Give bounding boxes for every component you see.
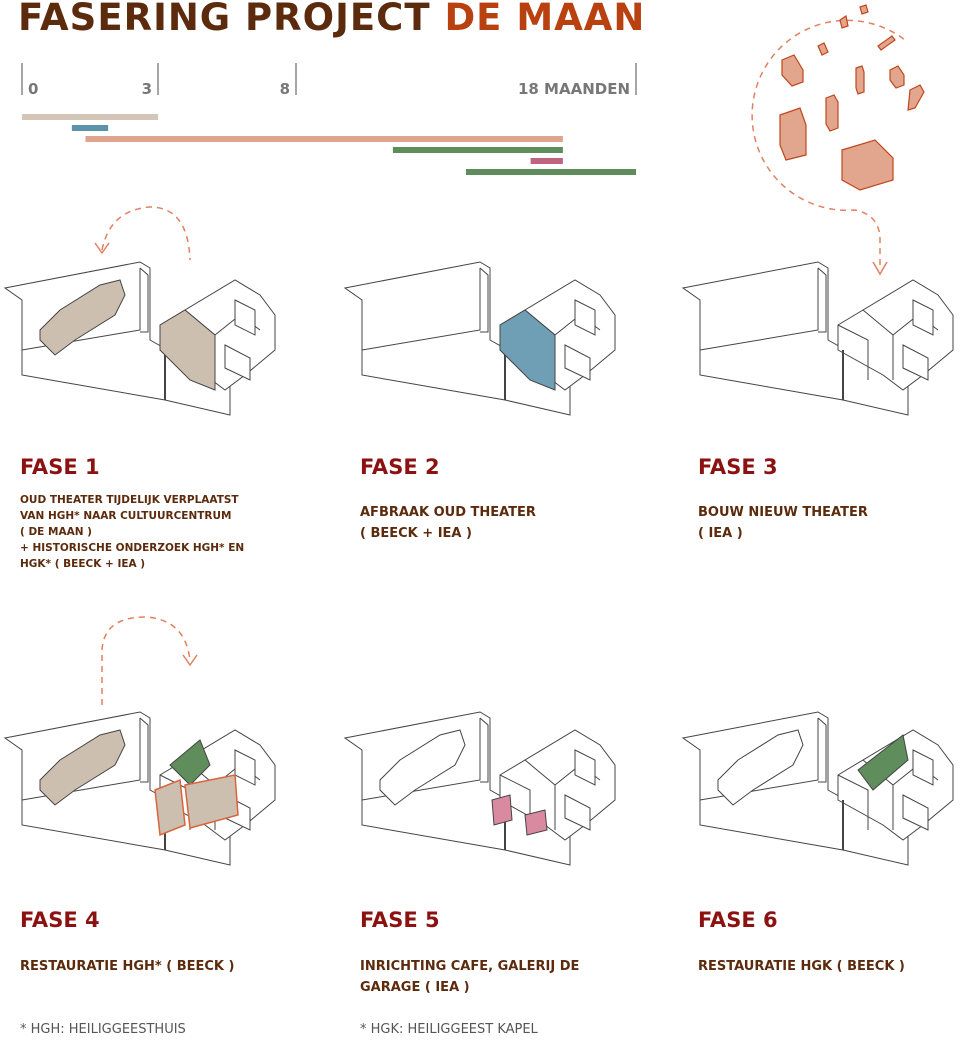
timeline-chart [0, 60, 660, 190]
garage-volume [525, 810, 547, 835]
phase-3-label: FASE 3 [698, 455, 778, 479]
timeline-bar [85, 136, 562, 142]
phase-4-label: FASE 4 [20, 908, 100, 932]
phase-6-building-drawing [678, 690, 960, 880]
new-theater-parts-illustration [740, 0, 960, 280]
timeline-bar [72, 125, 108, 131]
phase-5-label: FASE 5 [360, 908, 440, 932]
dashed-circle-arrow [752, 20, 905, 265]
footnote-hgh: * HGH: HEILIGGEESTHUIS [20, 1022, 186, 1037]
page-title [18, 0, 645, 39]
phase-5-building-drawing [340, 690, 640, 880]
phase-1-building-drawing [0, 240, 300, 430]
title-main: FASERING PROJECT [18, 0, 445, 39]
phase-4-building-drawing [0, 690, 300, 880]
timeline-bar [22, 114, 158, 120]
phase-5-description: INRICHTING CAFE, GALERIJ DE GARAGE ( IEA ) [360, 959, 580, 995]
phase-3-building-drawing [678, 240, 960, 430]
phase-6-description: RESTAURATIE HGK ( BEECK ) [698, 959, 905, 974]
phase-2-label: FASE 2 [360, 455, 440, 479]
timeline-bar [531, 158, 563, 164]
phase-2-building-drawing [340, 240, 640, 430]
title-accent: DE MAAN [444, 0, 646, 39]
timeline-bar [393, 147, 563, 153]
phase-6-label: FASE 6 [698, 908, 778, 932]
phase-1-description: OUD THEATER TIJDELIJK VERPLAATST VAN HGH* NAAR CULTUURCENTRUM ( DE MAAN ) + HISTORISCHE ONDERZOEK HGH* EN HGK* ( BEECK + IEA ) [20, 494, 245, 570]
timeline-tick-label: 18 MAANDEN [517, 80, 630, 98]
phase-4-description: RESTAURATIE HGH* ( BEECK ) [20, 959, 235, 974]
timeline-tick-label: 8 [279, 80, 290, 98]
timeline-tick-label: 0 [28, 80, 39, 98]
cafe-volume [492, 795, 512, 825]
footnote-hgk: * HGK: HEILIGGEEST KAPEL [360, 1022, 538, 1037]
phase-2-description: AFBRAAK OUD THEATER ( BEECK + IEA ) [360, 505, 536, 541]
timeline-tick-label: 3 [141, 80, 152, 98]
timeline-bar [466, 169, 636, 175]
phase-1-label: FASE 1 [20, 455, 100, 479]
restored-volume [155, 780, 185, 835]
phase-3-description: BOUW NIEUW THEATER ( IEA ) [698, 505, 868, 541]
